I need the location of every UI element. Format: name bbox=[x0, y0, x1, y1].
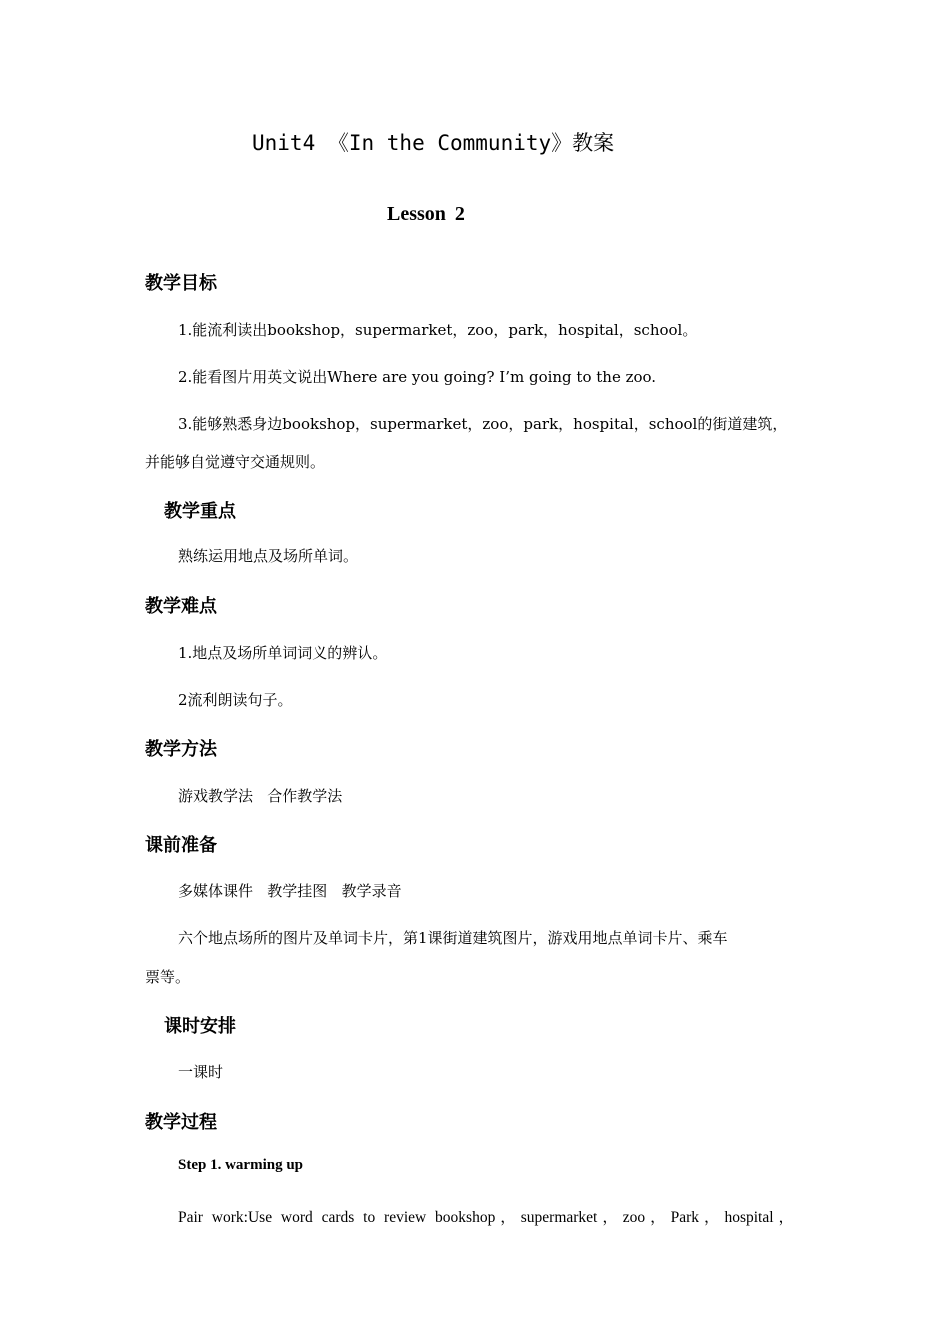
difficulty-item-1: 1.地点及场所单词词义的辨认。 bbox=[178, 644, 388, 662]
schedule-item: 一课时 bbox=[178, 1063, 224, 1081]
difficulties-heading: 教学难点 bbox=[145, 596, 217, 617]
methods-heading: 教学方法 bbox=[145, 739, 217, 760]
process-heading: 教学过程 bbox=[145, 1112, 217, 1133]
preparation-item-2-continued: 票等。 bbox=[145, 968, 191, 986]
methods-item: 游戏教学法 合作教学法 bbox=[178, 787, 343, 805]
lesson-title: Lesson 2 bbox=[387, 203, 465, 225]
objective-item-3-continued: 并能够自觉遵守交通规则。 bbox=[145, 453, 326, 471]
preparation-heading: 课前准备 bbox=[145, 835, 217, 856]
difficulty-item-2: 2流利朗读句子。 bbox=[178, 691, 293, 709]
schedule-heading: 课时安排 bbox=[164, 1016, 236, 1037]
objective-item-1: 1.能流利读出bookshop，supermarket，zoo，park，hospital，school。 bbox=[178, 321, 698, 339]
preparation-item-1: 多媒体课件 教学挂图 教学录音 bbox=[178, 882, 402, 900]
key-points-heading: 教学重点 bbox=[164, 501, 236, 522]
preparation-item-2: 六个地点场所的图片及单词卡片，第1课街道建筑图片，游戏用地点单词卡片、乘车 bbox=[178, 929, 728, 947]
pair-work-text: Pair work:Use word cards to review bookshop，supermarket，zoo，Park，hospital， bbox=[178, 1209, 794, 1226]
objective-item-2: 2.能看图片用英文说出Where are you going? I’m going to the zoo. bbox=[178, 368, 657, 386]
key-point-item: 熟练运用地点及场所单词。 bbox=[178, 547, 359, 565]
document-title: Unit4 《In the Community》教案 bbox=[252, 131, 615, 155]
step-1-title: Step 1. warming up bbox=[178, 1157, 304, 1173]
objectives-heading: 教学目标 bbox=[145, 273, 217, 294]
objective-item-3: 3.能够熟悉身边bookshop，supermarket，zoo，park，hospital，school的街道建筑， bbox=[178, 415, 788, 433]
